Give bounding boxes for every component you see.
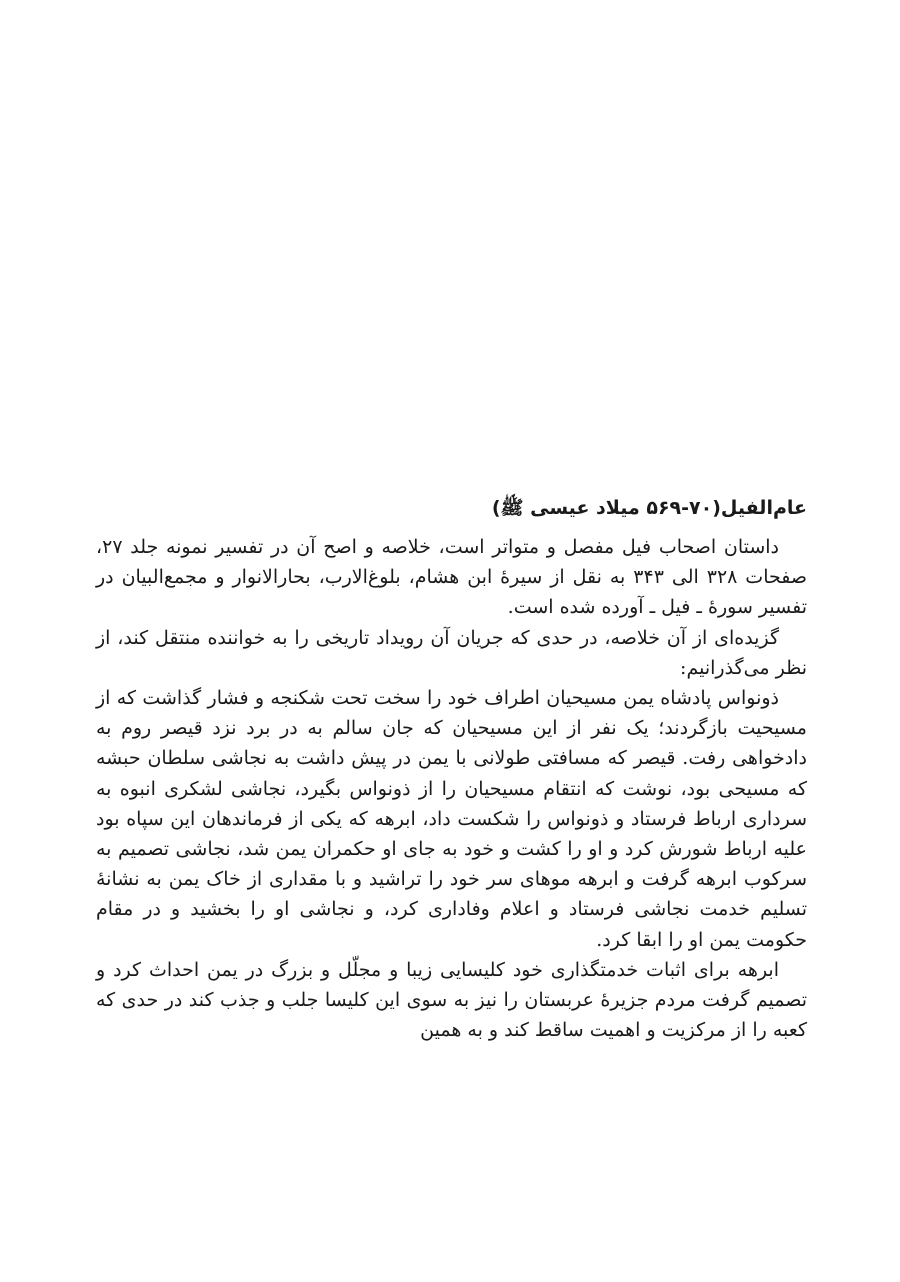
page-content bbox=[96, 488, 807, 1045]
paragraph-4: ابرهه برای اثبات خدمتگذاری خود کلیسایی زیبا و مجلّل و بزرگ در یمن احداث کرد و تصمیم گرفت مردم جزیرهٔ عربستان را نیز به سوی این کلیسا جلب و جذب کند در حدی که کعبه را از مرکزیت و اهمیت ساقط کند و به همین bbox=[96, 958, 807, 1042]
paragraph-3: ذونواس پادشاه یمن مسیحیان اطراف خود را سخت تحت شکنجه و فشار گذاشت که از مسیحیت بازگردند؛ یک نفر از این مسیحیان که جان سالم به در برد نزد قیصر روم به دادخواهی رفت. قیصر که مسافتی طولانی با یمن در پیش داشت به نجاشی سلطان حبشه که مسیحی بود، نوشت که انتقام مسیحیان را از ذونواس بگیرد، نجاشی لشکری انبوه به سرداری ارباط فرستاد و ذونواس را شکست داد، ابرهه که یکی از فرماندهان این سپاه بود علیه ارباط شورش کرد و او را کشت و خود به جای او حکمران یمن شد، نجاشی تصمیم به سرکوب ابرهه گرفت و ابرهه موهای سر خود را تراشید و با مقداری از خاک یمن به نشانهٔ تسلیم خدمت نجاشی فرستاد و اعلام وفاداری کرد، و نجاشی او را بخشید و در مقام حکومت یمن او را ابقا کرد. bbox=[96, 687, 807, 951]
paragraph-1: داستان اصحاب فیل مفصل و متواتر است، خلاصه و اصح آن در تفسیر نمونه جلد ۲۷، صفحات ۳۲۸ الی ۳۴۳ به نقل از سیرهٔ ابن هشام، بلوغ‌الارب، بحارالانوار و مجمع‌البیان در تفسیر سورهٔ ـ فیل ـ آورده شده است. bbox=[96, 536, 807, 619]
section-heading: عام‌الفیل(۷۰-۵۶۹ میلاد عیسی ﷺ) bbox=[491, 497, 807, 519]
paragraph-2: گزیده‌ای از آن خلاصه، در حدی که جریان آن رویداد تاریخی را به خواننده منتقل کند، از نظر می‌گذرانیم: bbox=[96, 626, 807, 679]
